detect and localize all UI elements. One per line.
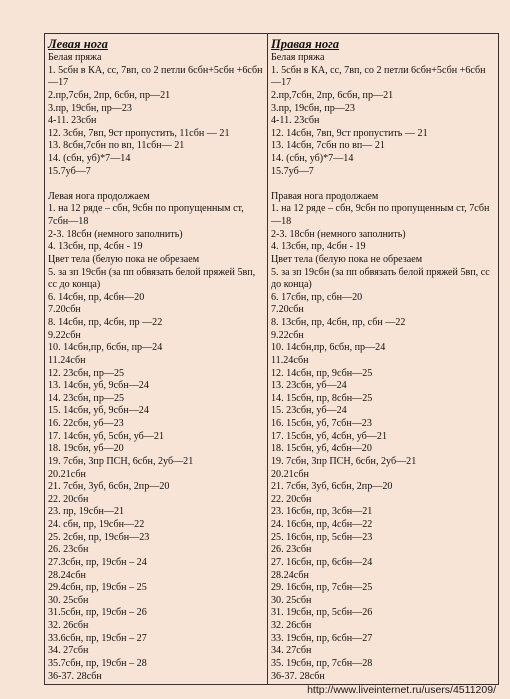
instruction-line: 31. 19сбн, пр, 5сбн—26 [271, 607, 373, 619]
instruction-line: 26. 23сбн [271, 544, 312, 556]
instruction-line: 20.21сбн [48, 468, 86, 480]
instruction-line: 13. 14сбн, уб, 9сбн—24 [48, 380, 149, 392]
instruction-line: 21. 7сбн, 3уб, 6сбн, 2пр—20 [48, 481, 170, 493]
instruction-line: Белая пряжа [271, 52, 325, 63]
instruction-line: 27. 16сбн, пр, 6сбн—24 [271, 556, 373, 568]
instruction-line: 26. 23сбн [48, 544, 89, 556]
instruction-line: 34. 27сбн [48, 645, 89, 657]
left-leg-title: Левая нога [48, 37, 108, 51]
instruction-line: 21. 7сбн, 3уб, 6сбн, 2пр—20 [271, 481, 393, 493]
instruction-line: 9.22сбн [271, 329, 304, 341]
instruction-line: 34. 27сбн [271, 645, 312, 657]
instruction-line: Белая пряжа [48, 52, 102, 63]
instruction-line: 33.6сбн, пр, 19сбн – 27 [48, 632, 147, 644]
instruction-line: 29.4сбн, пр, 19сбн – 25 [48, 582, 147, 594]
instruction-line: 8. 13сбн, пр, 4сбн, пр, сбн —22 [271, 317, 406, 329]
instruction-line: 16. 22сбн, уб—23 [48, 418, 124, 430]
instruction-line: 11.24сбн [48, 354, 86, 366]
instruction-line: 28.24сбн [271, 569, 309, 581]
instruction-line: 22. 20сбн [48, 493, 89, 505]
instruction-line: 25. 16сбн, пр, 5сбн—23 [271, 531, 373, 543]
instruction-line: 27.3сбн, пр, 19сбн – 24 [48, 556, 147, 568]
source-watermark: http://www.liveinternet.ru/users/4511209/ [307, 684, 496, 696]
instruction-line: 14. (сбн, уб)*7—14 [271, 153, 354, 164]
instruction-line: Левая нога продолжаем [48, 190, 150, 202]
instruction-line: 17. 15сбн, уб, 4сбн, уб—21 [271, 430, 387, 442]
instruction-line: 10. 14сбн,пр, 6сбн, пр—24 [271, 342, 386, 354]
blank-line [48, 178, 264, 191]
instruction-line: 18. 15сбн, уб, 4сбн—20 [271, 443, 372, 455]
instruction-line: 2.пр,7сбн, 2пр, 6сбн, пр—21 [48, 89, 171, 101]
left-leg-instructions [48, 52, 264, 683]
instruction-line: 36-37. 28сбн [271, 670, 325, 682]
instruction-line: 12. 14сбн, пр, 9сбн—25 [271, 367, 373, 379]
instruction-line: 12. 3сбн, 7вп, 9ст пропустить, 11сбн — 21 [48, 127, 230, 139]
instruction-line: 2-3. 18сбн (немного заполнить) [48, 228, 183, 240]
instruction-line: 35. 19сбн, пр, 7сбн—28 [271, 657, 373, 669]
instruction-line: 35.7сбн, пр, 19сбн – 28 [48, 657, 147, 669]
instruction-line: 15.7уб—7 [271, 165, 314, 177]
instruction-line: 5. за зп 19сбн (за пп обвязать белой пряжей 5вп, сс до конца) [271, 266, 493, 291]
instruction-line: 20.21сбн [271, 468, 309, 480]
instruction-line: 17. 14сбн, уб, 5сбн, уб—21 [48, 430, 164, 442]
instruction-line: 1. 5сбн в КА, сс, 7вп, со 2 петли 6сбн+5сбн +6сбн—17 [271, 64, 486, 89]
instruction-line: 23. пр, 19сбн—21 [48, 506, 125, 518]
instruction-line: 24. сбн, пр, 19сбн—22 [48, 519, 145, 531]
instruction-line: 32. 26сбн [48, 620, 89, 632]
right-leg-instructions [271, 52, 495, 683]
instruction-line: 13. 8сбн,7сбн по вп, 11сбн— 21 [48, 140, 185, 152]
instruction-line: 22. 20сбн [271, 493, 312, 505]
instruction-line: 33. 19сбн, пр, 6сбн—27 [271, 632, 373, 644]
instruction-line: 4. 13сбн, пр, 4сбн - 19 [48, 241, 143, 253]
instruction-line: 4-11. 23сбн [48, 115, 97, 127]
instruction-line: 1. 5сбн в КА, сс, 7вп, со 2 петли 6сбн+5сбн +6сбн—17 [48, 64, 263, 89]
instruction-line: 1. на 12 ряде – сбн, 9сбн по пропущенным ст, 7сбн—18 [271, 203, 490, 228]
instruction-line: 19. 7сбн, 3пр ПСН, 6сбн, 2уб—21 [271, 455, 417, 467]
instruction-line: 11.24сбн [271, 354, 309, 366]
instruction-line: 7.20сбн [48, 304, 81, 316]
instruction-line: 4-11. 23сбн [271, 115, 320, 127]
instruction-line: 4. 13сбн, пр, 4сбн - 19 [271, 241, 366, 253]
instruction-line: 15.7уб—7 [48, 165, 91, 177]
instruction-line: 14. 23сбн, пр—25 [48, 392, 125, 404]
instruction-line: 25. 2сбн, пр, 19сбн—23 [48, 531, 150, 543]
instruction-line: Правая нога продолжаем [271, 190, 379, 202]
instruction-line: 12. 14сбн, 7вп, 9ст пропустить — 21 [271, 127, 428, 139]
pattern-table [44, 33, 499, 685]
instruction-line: 31.5сбн, пр, 19сбн – 26 [48, 607, 147, 619]
instruction-line: 14. 15сбн, пр, 8сбн—25 [271, 392, 373, 404]
instruction-line: 13. 14сбн, 7сбн по вп— 21 [271, 140, 385, 152]
instruction-line: 10. 14сбн,пр, 6сбн, пр—24 [48, 342, 163, 354]
instruction-line: 15. 23сбн, уб—24 [271, 405, 347, 417]
instruction-line: 19. 7сбн, 3пр ПСН, 6сбн, 2уб—21 [48, 455, 194, 467]
instruction-line: 36-37. 28сбн [48, 670, 102, 682]
blank-line [271, 178, 495, 191]
instruction-line: 2.пр,7сбн, 2пр, 6сбн, пр—21 [271, 89, 394, 101]
instruction-line: 2-3. 18сбн (немного заполнить) [271, 228, 406, 240]
instruction-line: 8. 14сбн, пр, 4сбн, пр —22 [48, 317, 163, 329]
instruction-line: 14. (сбн, уб)*7—14 [48, 153, 131, 164]
instruction-line: 6. 17сбн, пр, сбн—20 [271, 291, 363, 303]
instruction-line: 29. 16сбн, пр, 7сбн—25 [271, 582, 373, 594]
instruction-line: 5. за зп 19сбн (за пп обвязать белой пряжей 5вп, сс до конца) [48, 266, 258, 291]
instruction-line: 18. 19сбн, уб—20 [48, 443, 124, 455]
instruction-line: 3.пр, 19сбн, пр—23 [271, 102, 355, 114]
instruction-line: 12. 23сбн, пр—25 [48, 367, 125, 379]
instruction-line: Цвет тела (белую пока не обрезаем [271, 253, 423, 265]
instruction-line: 6. 14сбн, пр, 4сбн—20 [48, 291, 145, 303]
instruction-line: 32. 26сбн [271, 620, 312, 632]
right-leg-title: Правая нога [271, 37, 340, 51]
right-leg-column [268, 34, 499, 685]
instruction-line: 1. на 12 ряде – сбн, 9сбн по пропущенным ст, 7сбн—18 [48, 203, 247, 228]
instruction-line: 15. 14сбн, уб, 9сбн—24 [48, 405, 149, 417]
instruction-line: 28.24сбн [48, 569, 86, 581]
instruction-line: 30. 25сбн [271, 594, 312, 606]
instruction-line: 23. 16сбн, пр, 3сбн—21 [271, 506, 373, 518]
instruction-line: 3.пр, 19сбн, пр—23 [48, 102, 132, 114]
instruction-line: 13. 23сбн, уб—24 [271, 380, 347, 392]
instruction-line: 30. 25сбн [48, 594, 89, 606]
instruction-line: 24. 16сбн, пр, 4сбн—22 [271, 519, 373, 531]
instruction-line: 7.20сбн [271, 304, 304, 316]
instruction-line: 9.22сбн [48, 329, 81, 341]
instruction-line: Цвет тела (белую пока не обрезаем [48, 253, 200, 265]
left-leg-column [45, 34, 268, 685]
instruction-line: 16. 15сбн, уб, 7сбн—23 [271, 418, 372, 430]
